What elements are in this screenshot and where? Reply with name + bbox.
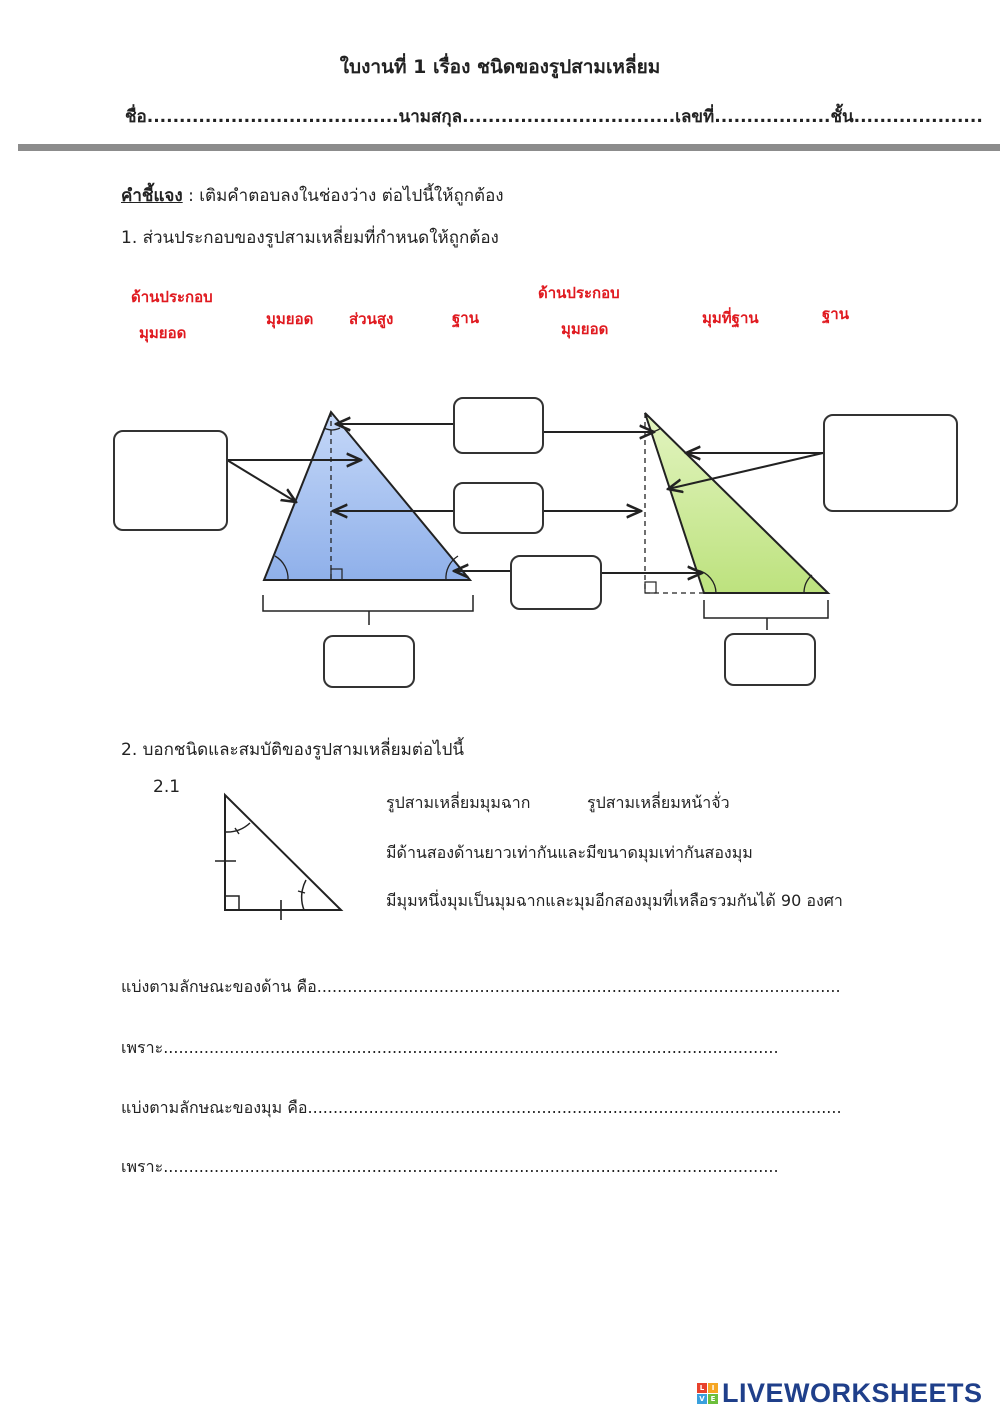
base-bracket-1 — [263, 595, 473, 625]
answer-box-top[interactable] — [453, 397, 544, 454]
choice-isosceles-triangle[interactable]: รูปสามเหลี่ยมหน้าจั่ว — [587, 793, 730, 812]
option-side-1[interactable]: ด้านประกอบ — [131, 288, 213, 306]
instruction-label: คำชี้แจง — [121, 186, 183, 206]
fill-line-by-angles[interactable]: แบ่งตามลักษณะของมุม คือ......................................................................................................... — [121, 1098, 842, 1117]
option-side-2[interactable]: ด้านประกอบ — [538, 284, 620, 302]
answer-box-left[interactable] — [113, 430, 228, 531]
option-base-2[interactable]: ฐาน — [822, 305, 849, 323]
choice-isosceles-property[interactable]: มีด้านสองด้านยาวเท่ากันและมีขนาดมุมเท่ากันสองมุม — [386, 843, 753, 862]
choice-right-property[interactable]: มีมุมหนึ่งมุมเป็นมุมฉากและมุมอีกสองมุมที่เหลือรวมกันได้ 90 องศา — [386, 891, 843, 910]
arrow-left-box-to-side-2 — [227, 460, 296, 502]
option-height[interactable]: ส่วนสูง — [349, 310, 394, 328]
page-title: ใบงานที่ 1 เรื่อง ชนิดของรูปสามเหลี่ยม — [339, 56, 661, 78]
question-1-text: 1. ส่วนประกอบของรูปสามเหลี่ยมที่กำหนดให้ถูกต้อง — [121, 228, 499, 248]
student-info-line: ชื่อ.......................................นามสกุล.................................เลขที่..................ชั้น.................... — [125, 107, 983, 127]
option-apex-2[interactable]: มุมยอด — [266, 310, 314, 328]
base-bracket-2 — [704, 600, 828, 630]
answer-box-base-angle[interactable] — [510, 555, 602, 610]
brand-name: LIVEWORKSHEETS — [722, 1378, 983, 1408]
liveworksheets-logo — [697, 1378, 983, 1409]
question-2-text: 2. บอกชนิดและสมบัติของรูปสามเหลี่ยมต่อไปนี้ — [121, 740, 465, 760]
isosceles-right-triangle — [212, 790, 352, 920]
fill-line-by-sides[interactable]: แบ่งตามลักษณะของด้าน คือ....................................................................................................... — [121, 977, 841, 996]
option-base-1[interactable]: ฐาน — [452, 309, 479, 327]
right-angle-mark-2 — [645, 582, 656, 593]
answer-box-base-2[interactable] — [724, 633, 816, 686]
answer-box-base-1[interactable] — [323, 635, 415, 688]
choice-right-triangle[interactable]: รูปสามเหลี่ยมมุมฉาก — [386, 793, 531, 812]
instruction-text: : เติมคำตอบลงในช่องว่าง ต่อไปนี้ให้ถูกต้อง — [182, 186, 504, 206]
logo-mark-icon: L I V E — [697, 1383, 718, 1404]
fill-line-because-2[interactable]: เพราะ......................................................................................................................... — [121, 1157, 779, 1176]
fill-line-because-1[interactable]: เพราะ......................................................................................................................... — [121, 1038, 779, 1057]
answer-box-middle[interactable] — [453, 482, 544, 534]
question-2-1-number: 2.1 — [153, 777, 181, 797]
option-apex-1[interactable]: มุมยอด — [139, 324, 187, 342]
option-base-angle[interactable]: มุมที่ฐาน — [702, 309, 759, 327]
answer-box-right[interactable] — [823, 414, 958, 512]
obtuse-triangle — [645, 413, 828, 593]
isosceles-triangle — [264, 412, 470, 580]
option-apex-3[interactable]: มุมยอด — [561, 320, 609, 338]
